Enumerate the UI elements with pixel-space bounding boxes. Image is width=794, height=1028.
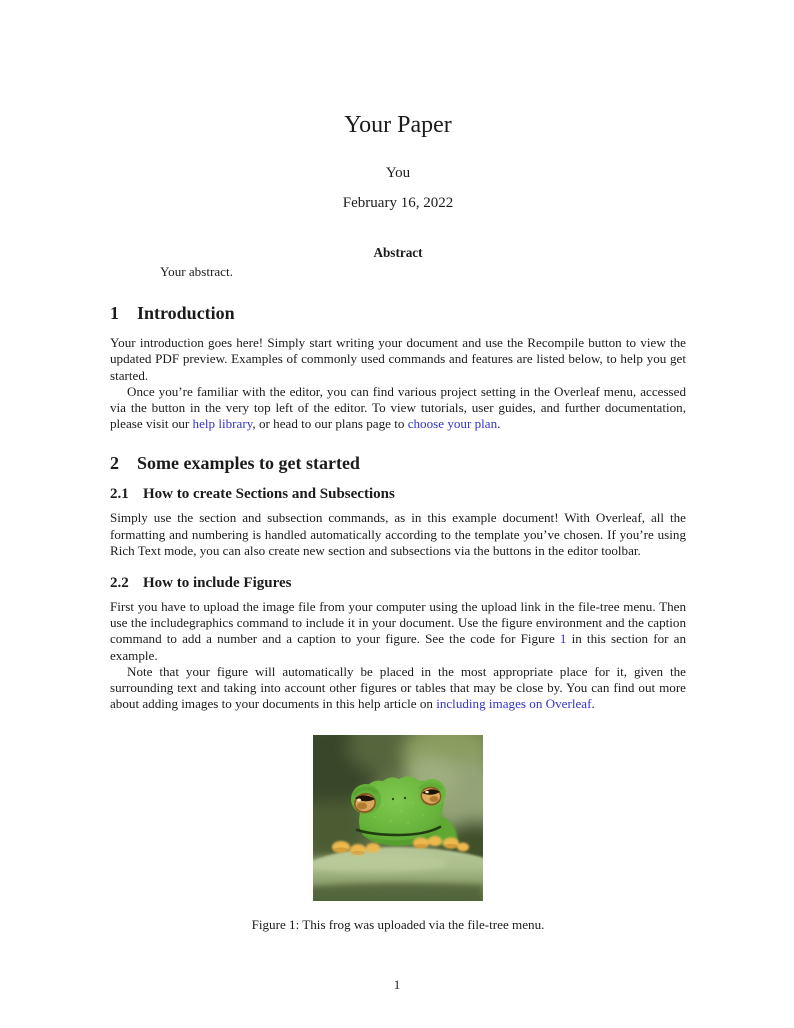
help-library-link[interactable]: help library [192,416,253,432]
section-2-title: Some examples to get started [137,453,360,474]
section-1-title: Introduction [137,303,235,324]
figure-1-reference-link[interactable]: 1 [559,631,567,647]
subsection-2-1-number: 2.1 [110,486,129,503]
including-images-on-overleaf-link[interactable]: including images on Overleaf [436,696,592,712]
section-1-heading [110,302,686,324]
subsection-2-1-title: How to create Sections and Subsections [143,486,395,503]
choose-your-plan-link[interactable]: choose your plan [407,416,498,432]
paper-title: Your Paper [344,112,452,138]
section-1-number: 1 [110,303,119,324]
section-2-number: 2 [110,453,119,474]
intro-p2-text-c: . [497,416,501,432]
text-column [110,0,686,933]
subsection-2-2-heading [110,574,686,593]
subsection-2-2-title: How to include Figures [143,575,292,592]
figures-p1-text-a: First you have to upload the image file from your computer using the upload link in the file-tree menu. Then use the includegraphics command to include it in your document. Use the figure environment and the caption command to add a number and a caption to your figure. See the code for Figure [110,599,686,647]
figure-1 [313,735,483,901]
subsection-2-1-heading [110,485,686,504]
subsection-2-1-paragraph: Simply use the section and subsection commands, as in this example document! With Overleaf, all the formatting and numbering is handled automatically according to the template you’ve chosen. If you’re using Rich Text mode, you can also create new section and subsections via the buttons in the editor toolbar. [110,510,686,558]
intro-p2-text-b: , or head to our plans page to [252,416,408,432]
frog-photo [313,735,483,901]
subsection-2-2-number: 2.2 [110,575,129,592]
intro-paragraph-1: Your introduction goes here! Simply start writing your document and use the Recompile button to view the updated PDF preview. Examples of commonly used commands and features are listed below, to help you get started. [110,335,686,383]
figures-paragraph-1 [110,599,686,664]
figures-paragraph-2 [110,664,686,713]
figures-p2-text-b: . [591,696,595,712]
page-number: 1 [393,977,401,992]
abstract-heading: Abstract [373,245,423,260]
figure-1-caption: Figure 1: This frog was uploaded via the file-tree menu. [251,917,545,933]
intro-paragraph-2 [110,384,686,433]
intro-p2-text-a: Once you’re familiar with the editor, you can find various project setting in the Overleaf menu, accessed via the button in the very top left of the editor. To view tutorials, user guides, and further documentation, please visit our [110,383,686,432]
paper-author: You [385,165,411,181]
paper-date: February 16, 2022 [342,195,454,211]
figures-p2-text-a: Note that your figure will automatically be placed in the most appropriate place for it, given the surrounding text and taking into account other figures or tables that may be close by. You can find out more about adding images to your documents in this help article on [110,663,686,712]
section-2-heading [110,452,686,474]
figures-p1-text-b: in this section for an example. [110,631,686,663]
abstract-text: Your abstract. [160,264,233,279]
